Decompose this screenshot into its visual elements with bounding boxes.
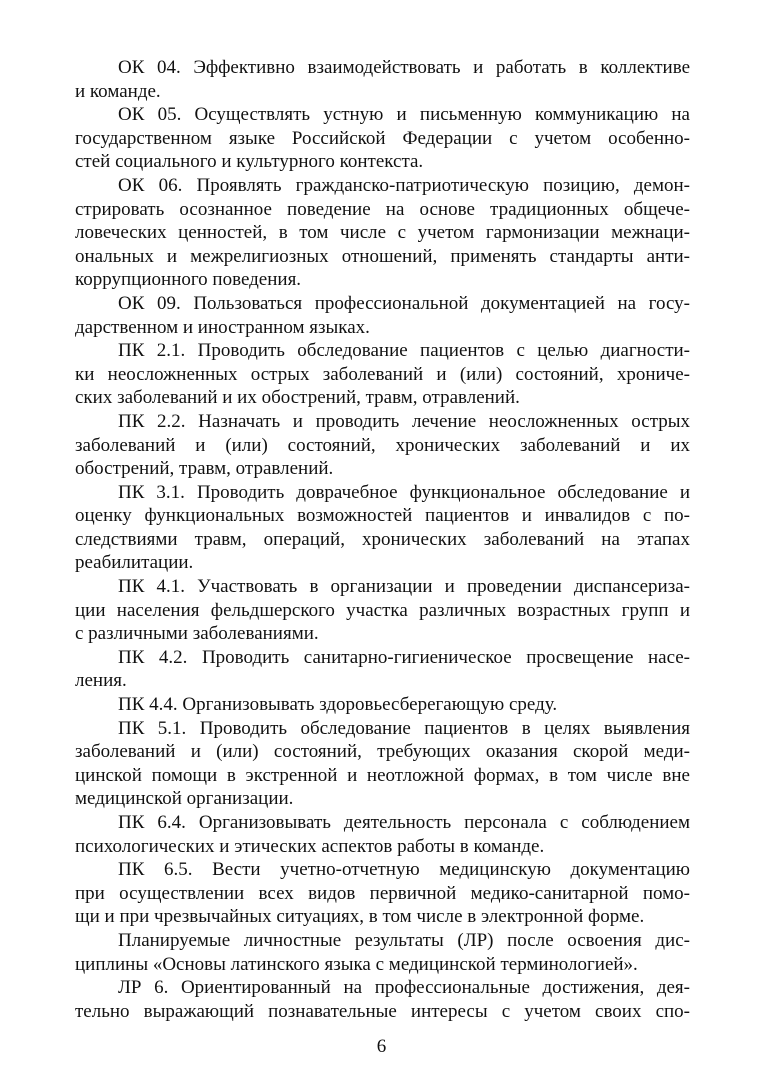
paragraph bbox=[75, 103, 690, 174]
text-line: Планируемые личностные результаты (ЛР) после освоения дис- bbox=[118, 929, 690, 951]
text-line: заболеваний и (или) состояний, хронических заболеваний и их bbox=[75, 434, 690, 456]
text-line: медицинской организации. bbox=[75, 788, 294, 810]
text-line: ОК 06. Проявлять гражданско-патриотическую позицию, демон- bbox=[118, 174, 690, 196]
text-line: реабилитации. bbox=[75, 552, 194, 574]
paragraph bbox=[75, 174, 690, 292]
text-line: при осуществлении всех видов первичной медико-санитарной помо- bbox=[75, 882, 690, 904]
text-line: и команде. bbox=[75, 80, 161, 102]
text-line: ОК 04. Эффективно взаимодействовать и работать в коллективе bbox=[118, 57, 690, 78]
text-line: тельно выражающий познавательные интересы с учетом своих спо- bbox=[75, 1000, 690, 1022]
text-line: ЛР 6. Ориентированный на профессиональные достижения, дея- bbox=[118, 977, 690, 999]
text-line: ПК 3.1. Проводить доврачебное функциональное обследование и bbox=[118, 481, 690, 503]
text-line: стей социального и культурного контекста. bbox=[75, 151, 424, 173]
text-line: ПК 2.2. Назначать и проводить лечение неосложненных острых bbox=[118, 410, 690, 432]
text-line: ских заболеваний и их обострений, травм, отравлений. bbox=[75, 387, 520, 409]
text-line: ки неосложненных острых заболеваний и (или) состояний, хрониче- bbox=[75, 363, 690, 385]
text-line: ПК 4.1. Участвовать в организации и проведении диспансериза- bbox=[118, 576, 690, 598]
paragraph bbox=[75, 646, 690, 693]
text-line: ОК 09. Пользоваться профессиональной документацией на госу- bbox=[118, 292, 690, 314]
text-line: ПК 2.1. Проводить обследование пациентов с целью диагности- bbox=[118, 340, 690, 362]
paragraph bbox=[75, 858, 690, 929]
text-line: щи и при чрезвычайных ситуациях, в том числе в электронной форме. bbox=[75, 906, 645, 928]
text-line: ПК 4.4. Организовывать здоровьесберегающую среду. bbox=[118, 694, 558, 716]
paragraph bbox=[75, 929, 690, 976]
text-line: заболеваний и (или) состояний, требующих оказания скорой меди- bbox=[75, 741, 690, 763]
text-line: цинской помощи в экстренной и неотложной формах, в том числе вне bbox=[75, 764, 690, 786]
text-line: обострений, травм, отравлений. bbox=[75, 458, 334, 480]
text-line: ПК 5.1. Проводить обследование пациентов в целях выявления bbox=[118, 717, 690, 739]
paragraph bbox=[75, 410, 690, 481]
text-line: циплины «Основы латинского языка с медицинской терминологией». bbox=[75, 953, 638, 975]
text-line: с различными заболеваниями. bbox=[75, 623, 319, 645]
text-line: ления. bbox=[75, 670, 127, 692]
text-line: психологических и этических аспектов работы в команде. bbox=[75, 835, 545, 857]
text-line: ПК 6.4. Организовывать деятельность персонала с соблюдением bbox=[118, 812, 690, 833]
paragraph bbox=[75, 575, 690, 646]
text-line: стрировать осознанное поведение на основе традиционных общече- bbox=[75, 198, 690, 220]
text-line: ции населения фельдшерского участка различных возрастных групп и bbox=[75, 599, 690, 621]
paragraph bbox=[75, 292, 690, 339]
text-line: ПК 6.5. Вести учетно-отчетную медицинскую документацию bbox=[118, 859, 690, 881]
page-number: 6 bbox=[376, 1036, 387, 1057]
paragraph bbox=[75, 976, 690, 1023]
text-line: ПК 4.2. Проводить санитарно-гигиеническое просвещение насе- bbox=[118, 646, 690, 668]
paragraph bbox=[75, 56, 690, 103]
paragraph bbox=[75, 811, 690, 858]
text-line: дарственном и иностранном языках. bbox=[75, 316, 370, 338]
text-line: ловеческих ценностей, в том числе с учетом гармонизации межнаци- bbox=[75, 222, 690, 244]
text-line: ональных и межрелигиозных отношений, применять стандарты анти- bbox=[75, 245, 690, 267]
paragraph bbox=[75, 339, 690, 410]
text-line: оценку функциональных возможностей пациентов и инвалидов с по- bbox=[75, 505, 690, 527]
paragraph bbox=[75, 481, 690, 575]
text-line: государственном языке Российской Федерации с учетом особенно- bbox=[75, 127, 690, 149]
paragraph bbox=[75, 693, 690, 717]
text-line: ОК 05. Осуществлять устную и письменную коммуникацию на bbox=[118, 104, 690, 126]
text-line: коррупционного поведения. bbox=[75, 269, 302, 291]
paragraph bbox=[75, 717, 690, 811]
document-body bbox=[75, 56, 690, 1023]
text-line: следствиями травм, операций, хронических заболеваний на этапах bbox=[75, 528, 690, 550]
